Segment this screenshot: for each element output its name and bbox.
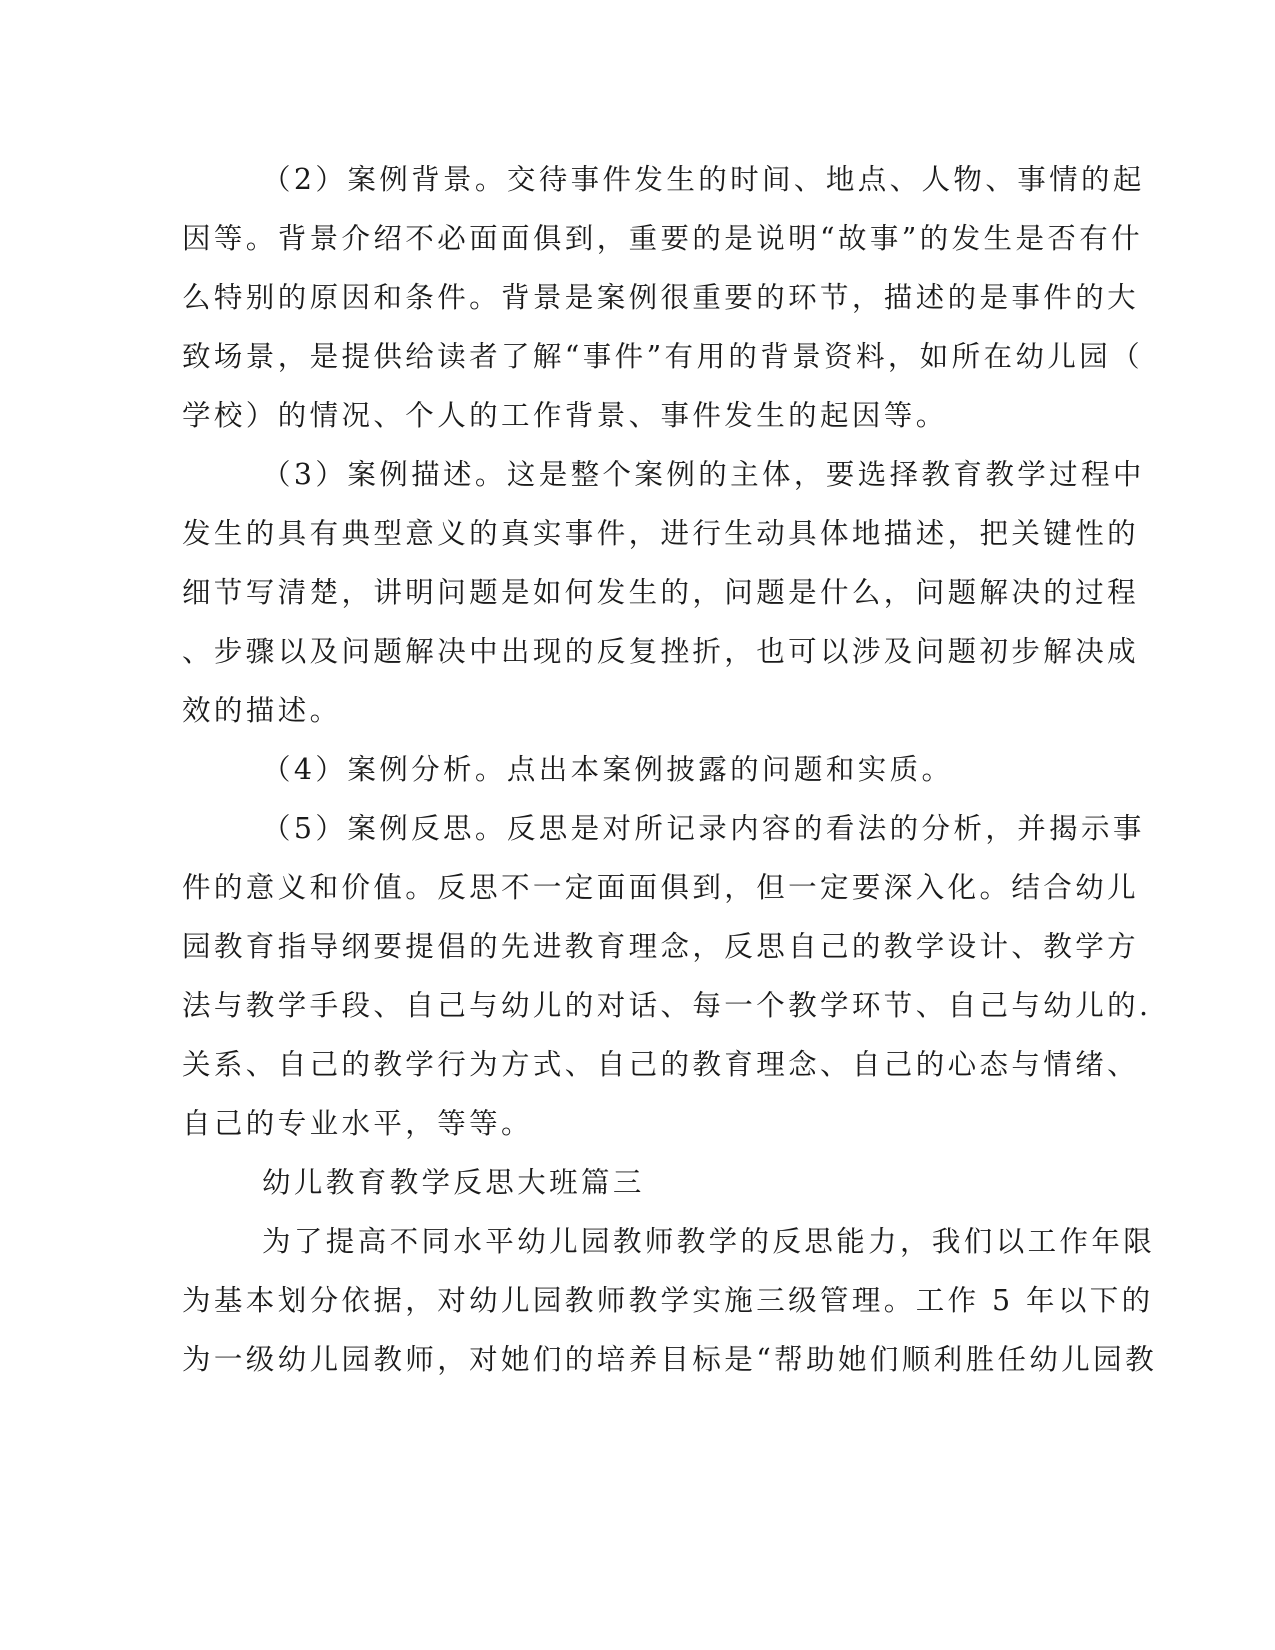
text-line: 因等。背景介绍不必面面俱到，重要的是说明“故事”的发生是否有什 (182, 222, 1144, 255)
text-line: 关系、自己的教学行为方式、自己的教育理念、自己的心态与情绪、 (182, 1048, 1140, 1081)
text-line: 为基本划分依据，对幼儿园教师教学实施三级管理。工作 5 年以下的 (182, 1284, 1154, 1317)
text-line: 细节写清楚，讲明问题是如何发生的，问题是什么，问题解决的过程 (182, 576, 1140, 609)
text-line: 、步骤以及问题解决中出现的反复挫折，也可以涉及问题初步解决成 (182, 635, 1140, 668)
text-line: （5）案例反思。反思是对所记录内容的看法的分析，并揭示事 (262, 812, 1145, 845)
text-line: （2）案例背景。交待事件发生的时间、地点、人物、事情的起 (262, 163, 1145, 196)
text-line: 为一级幼儿园教师，对她们的培养目标是“帮助她们顺利胜任幼儿园教 (182, 1343, 1157, 1376)
text-line: 么特别的原因和条件。背景是案例很重要的环节，描述的是事件的大 (182, 281, 1140, 314)
text-line: 发生的具有典型意义的真实事件，进行生动具体地描述，把关键性的 (182, 517, 1140, 550)
section-heading: 幼儿教育教学反思大班篇三 (262, 1166, 645, 1199)
text-line: 为了提高不同水平幼儿园教师教学的反思能力，我们以工作年限 (262, 1225, 1156, 1258)
text-line: 园教育指导纲要提倡的先进教育理念，反思自己的教学设计、教学方 (182, 930, 1140, 963)
text-line: 件的意义和价值。反思不一定面面俱到，但一定要深入化。结合幼儿 (182, 871, 1140, 904)
text-line: 效的描述。 (182, 694, 342, 727)
text-line: （3）案例描述。这是整个案例的主体，要选择教育教学过程中 (262, 458, 1145, 491)
text-line: 致场景，是提供给读者了解“事件”有用的背景资料，如所在幼儿园（ (182, 340, 1144, 373)
text-line: 学校）的情况、个人的工作背景、事件发生的起因等。 (182, 399, 948, 432)
text-line: （4）案例分析。点出本案例披露的问题和实质。 (262, 753, 954, 786)
text-line: 自己的专业水平，等等。 (182, 1107, 533, 1140)
text-line: 法与教学手段、自己与幼儿的对话、每一个教学环节、自己与幼儿的. (182, 989, 1152, 1022)
